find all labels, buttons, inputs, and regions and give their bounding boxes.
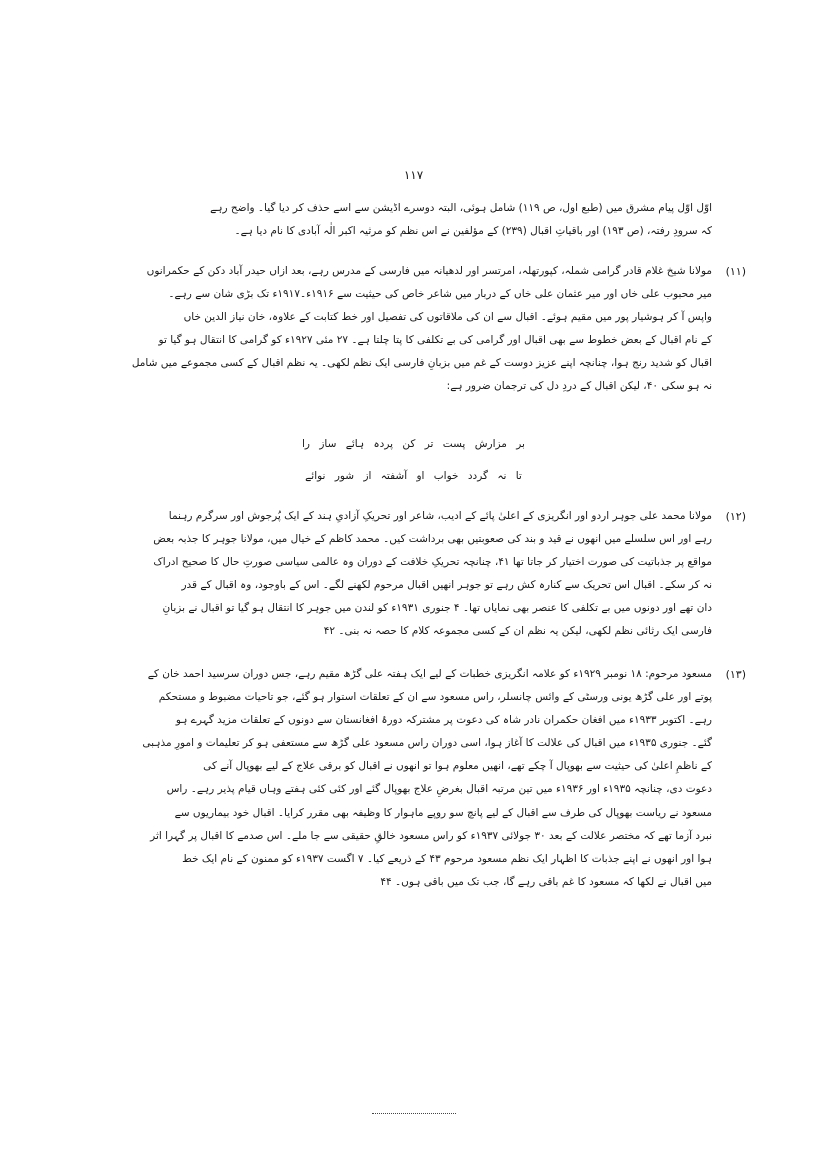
text-line: پوتے اور علی گڑھ یونی ورسٹی کے وائس چانسلر، راس مسعود سے ان کے تعلقات استوار ہو گئے، جو تاحیات مضبوط و مستحکم xyxy=(158,691,712,704)
text-line: کے نام اقبال کے بعض خطوط سے بھی اقبال اور گرامی کی بے تکلفی کا پتا چلتا ہے۔ ۲۷ مئی ۱۹۲۷ء کو گرامی کا انتقال ہو گیا تو xyxy=(158,334,712,347)
text-line: واپس آ کر ہوشیار پور میں مقیم ہوئے۔ اقبال سے ان کی ملاقاتوں کی تفصیل اور خط کتابت کے علاوہ، خان نیاز الدین خاں xyxy=(183,311,712,324)
text-line: گئے۔ جنوری ۱۹۳۵ء میں اقبال کی علالت کا آغاز ہوا، اسی دوران راس مسعود علی گڑھ سے مستعفی ہو کر تعلیمات و امورِ مذہبی xyxy=(142,737,712,750)
verse-line-1: بر مزارش پست تر کن پردہ ہائے ساز را xyxy=(302,438,525,450)
text-line: اقبال کو شدید رنج ہوا، چنانچہ اپنے عزیز دوست کے غم میں بزبانِ فارسی ایک نظم لکھی۔ یہ نظم اقبال کے کسی مجموعے میں شامل xyxy=(131,357,712,370)
text-line: میر محبوب علی خاں اور میر عثمان علی خاں کے دربار میں شاعر خاص کی حیثیت سے ۱۹۱۶ء۔۱۹۱۷ء تک بڑی شان سے رہے۔ xyxy=(168,288,712,301)
text-line: اوّل اوّل پیام مشرق میں (طبع اول، ص ۱۱۹) شامل ہوئی، البتہ دوسرے اڈیشن سے اسے حذف کر دیا گیا۔ واضح رہے xyxy=(210,202,712,214)
text-line: مولانا محمد علی جوہر اردو اور انگریزی کے اعلیٰ پائے کے ادیب، شاعر اور تحریکِ آزادیِ ہند کے ایک پُرجوش اور سرگرم رہنما xyxy=(168,510,712,522)
text-line: مسعود نے ریاست بھوپال کی طرف سے اقبال کے لیے پانچ سو روپے ماہوار کا وظیفہ بھی مقرر کرایا۔ اقبال خود بیماریوں سے xyxy=(174,806,712,819)
intro-paragraph xyxy=(108,197,712,243)
note-11 xyxy=(108,260,746,399)
text-line: نہ ہو سکی ۴۰، لیکن اقبال کے دردِ دل کی ترجمان ضرور ہے: xyxy=(446,380,712,393)
text-line: ہوا اور انھوں نے اپنے جذبات کا اظہار ایک نظم مسعود مرحوم ۴۳ کے ذریعے کیا۔ ۷ اگست ۱۹۳۷ء کو ممنون کے نام ایک خط xyxy=(182,852,712,865)
text-line: دان تھے اور دونوں میں بے تکلفی کا عنصر بھی نمایاں تھا۔ ۴ جنوری ۱۹۳۱ء کو لندن میں جوہر کا انتقال ہو گیا تو اقبال نے بزبانِ xyxy=(162,602,712,615)
text-line: دعوت دی، چنانچہ ۱۹۳۵ء اور ۱۹۳۶ء میں تین مرتبہ اقبال بغرضِ علاج بھوپال گئے اور کئی کئی ہفتے وہاں قیام پذیر رہے۔ راس xyxy=(166,783,712,796)
note-12 xyxy=(108,505,746,644)
section-divider xyxy=(372,1113,456,1114)
note-number: (۱۱) xyxy=(725,265,746,278)
text-line: کہ سرودِ رفتہ، (ص ۱۹۳) اور باقیاتِ اقبال (۲۳۹) کے مؤلفین نے اس نظم کو مرثیہ اکبر الٰہ آبادی کا نام دیا ہے۔ xyxy=(234,225,712,238)
note-number: (۱۳) xyxy=(725,668,746,681)
verse-line-2: تا نہ گردد خواب او آشفتہ از شور نوائے xyxy=(305,470,522,482)
note-13 xyxy=(108,663,746,894)
text-line: میں اقبال نے لکھا کہ مسعود کا غم باقی رہے گا، جب تک میں باقی ہوں۔ ۴۴ xyxy=(380,875,712,888)
page-number: ۱۱۷ xyxy=(403,168,424,182)
text-line: رہے اور اس سلسلے میں انھوں نے قید و بند کی صعوبتیں بھی برداشت کیں۔ محمد کاظم کے خیال میں، مولانا جوہر کا جذبہ بعض xyxy=(153,533,712,546)
text-line: رہے۔ اکتوبر ۱۹۳۳ء میں افغان حکمران نادر شاہ کی دعوت پر مشترکہ دورۂ افغانستان سے دونوں کے تعلقات مزید گہرے ہو xyxy=(175,714,712,727)
text-line: فارسی ایک رثائی نظم لکھی، لیکن یہ نظم ان کے کسی مجموعہ کلام کا حصہ نہ بنی۔ ۴۲ xyxy=(323,625,712,638)
note-number: (۱۲) xyxy=(725,510,746,523)
text-line: کے ناظمِ اعلیٰ کی حیثیت سے بھوپال آ چکے تھے، انھیں معلوم ہوا تو انھوں نے اقبال کو برقی علاج کے لیے بھوپال آنے کی xyxy=(203,760,712,773)
text-line: نبرد آزما تھے کہ مختصر علالت کے بعد ۳۰ جولائی ۱۹۳۷ء کو راس مسعود خالقِ حقیقی سے جا ملے۔ اس صدمے کا اقبال پر گہرا اثر xyxy=(150,829,712,842)
text-line: نہ کر سکے۔ اقبال اس تحریک سے کنارہ کش رہے تو جوہر انھیں اقبال مرحوم لکھنے لگے۔ اس کے باوجود، وہ اقبال کے قدر xyxy=(181,579,712,592)
text-line: مواقع پر جذباتیت کی صورت اختیار کر جاتا تھا ۴۱، چنانچہ تحریکِ خلافت کے دوران وہ عالمی سیاسی صورتِ حال کا صحیح ادراک xyxy=(153,556,712,569)
text-line: مسعود مرحوم: ۱۸ نومبر ۱۹۲۹ء کو علامہ انگریزی خطبات کے لیے ایک ہفتہ علی گڑھ مقیم رہے، جس دوران سرسید احمد خان کے xyxy=(147,668,712,680)
text-line: مولانا شیخ غلام قادر گرامی شملہ، کپورتھلہ، امرتسر اور لدھیانہ میں فارسی کے مدرس رہے، بعد ازاں حیدر آباد دکن کے حکمرانوں xyxy=(146,265,712,277)
